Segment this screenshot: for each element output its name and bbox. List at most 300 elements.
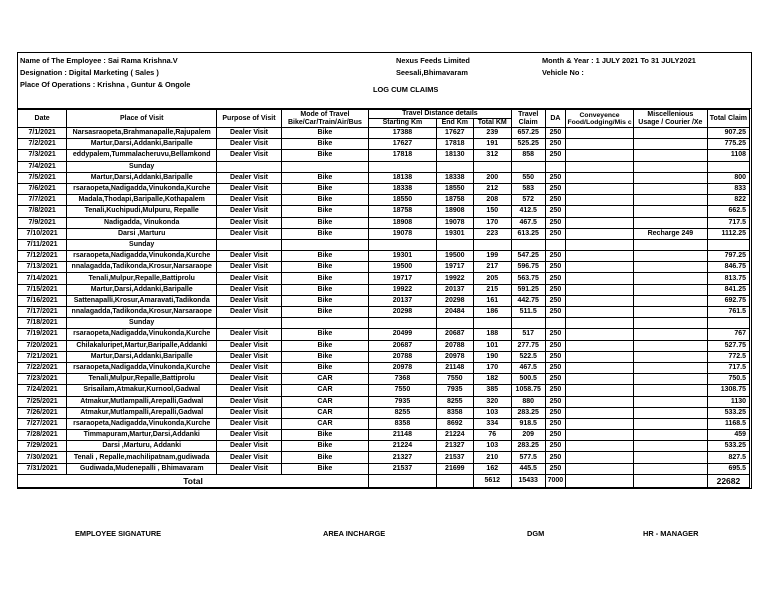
total-claim-cell: 827.5 [707,452,749,463]
total-km-cell: 217 [473,262,511,273]
mode-cell: Bike [281,139,368,150]
travel-claim-cell: 657.25 [511,128,545,139]
table-row [18,206,750,217]
start-km-cell [369,239,437,250]
start-km-cell: 7368 [369,374,437,385]
date-cell: 7/9/2021 [18,217,67,228]
purpose-cell: Dealer Visit [217,362,282,373]
total-km-cell: 190 [473,351,511,362]
da-cell: 250 [545,407,566,418]
col-mode-line1: Mode of Travel [300,110,350,118]
place-cell: Darsi ,Marturu [67,228,217,239]
mode-cell: CAR [281,418,368,429]
start-km-cell: 20298 [369,307,437,318]
table-row [18,418,750,429]
table-row [18,183,750,194]
purpose-cell: Dealer Visit [217,385,282,396]
conveyance-cell [566,362,634,373]
conveyance-cell [566,262,634,273]
total-km-cell: 150 [473,206,511,217]
table-row [18,463,750,474]
total-km-cell: 334 [473,418,511,429]
conveyance-cell [566,452,634,463]
company-location: Seesali,Bhimavaram [396,68,468,77]
place-cell: Sunday [67,161,217,172]
end-km-cell: 20978 [436,351,473,362]
mode-cell [281,239,368,250]
date-cell: 7/14/2021 [18,273,67,284]
travel-claim-cell [511,318,545,329]
purpose-cell [217,318,282,329]
totals-row [18,474,750,487]
travel-claim-cell: 277.75 [511,340,545,351]
conveyance-cell [566,307,634,318]
travel-claim-cell: 1058.75 [511,385,545,396]
totals-blank-conv [566,474,634,487]
place-cell: Atmakur,Mutlampalli,Arepalli,Gadwal [67,396,217,407]
date-cell: 7/30/2021 [18,452,67,463]
place-cell: Tenali,Mulpur,Repalle,Battiprolu [67,273,217,284]
travel-claim-cell: 522.5 [511,351,545,362]
da-cell: 250 [545,139,566,150]
purpose-cell: Dealer Visit [217,452,282,463]
month-year: Month & Year : 1 JULY 2021 To 31 JULY2021 [542,56,696,65]
end-km-cell: 21699 [436,463,473,474]
total-km-cell: 170 [473,217,511,228]
conveyance-cell [566,318,634,329]
end-km-cell: 17818 [436,139,473,150]
conveyance-cell [566,295,634,306]
date-cell: 7/12/2021 [18,251,67,262]
mode-cell: Bike [281,463,368,474]
travel-claim-cell: 283.25 [511,407,545,418]
total-claim-cell: 907.25 [707,128,749,139]
da-cell: 250 [545,206,566,217]
total-km-cell: 200 [473,172,511,183]
total-claim-cell: 1112.25 [707,228,749,239]
total-km-cell: 215 [473,284,511,295]
travel-claim-cell: 283.25 [511,441,545,452]
total-km-cell: 212 [473,183,511,194]
sheet-header [18,53,751,109]
date-cell: 7/5/2021 [18,172,67,183]
end-km-cell: 19500 [436,251,473,262]
table-row [18,284,750,295]
purpose-cell: Dealer Visit [217,273,282,284]
travel-claim-cell: 550 [511,172,545,183]
misc-cell [633,195,707,206]
total-claim-cell: 846.75 [707,262,749,273]
date-cell: 7/27/2021 [18,418,67,429]
end-km-cell: 7935 [436,385,473,396]
date-cell: 7/29/2021 [18,441,67,452]
date-cell: 7/18/2021 [18,318,67,329]
total-claim-cell: 533.25 [707,407,749,418]
misc-cell [633,273,707,284]
date-cell: 7/1/2021 [18,128,67,139]
start-km-cell: 19500 [369,262,437,273]
total-claim-cell: 527.75 [707,340,749,351]
total-km-cell: 188 [473,329,511,340]
total-claim-cell [707,161,749,172]
place-cell: Narsasraopeta,Brahmanapalle,Rajupalem [67,128,217,139]
travel-claim-cell: 583 [511,183,545,194]
purpose-cell: Dealer Visit [217,329,282,340]
totals-km: 5612 [473,474,511,487]
date-cell: 7/25/2021 [18,396,67,407]
mode-cell: Bike [281,295,368,306]
conveyance-cell [566,183,634,194]
col-end-km: End Km [436,119,473,128]
date-cell: 7/13/2021 [18,262,67,273]
place-cell: Martur,Darsi,Addanki,Baripalle [67,139,217,150]
misc-cell [633,206,707,217]
company-name: Nexus Feeds Limited [396,56,470,65]
purpose-cell: Dealer Visit [217,430,282,441]
place-cell: Martur,Darsi,Addanki,Baripalle [67,284,217,295]
travel-claim-cell: 412.5 [511,206,545,217]
purpose-cell: Dealer Visit [217,351,282,362]
purpose-cell: Dealer Visit [217,217,282,228]
mode-cell: Bike [281,206,368,217]
travel-claim-cell: 613.25 [511,228,545,239]
end-km-cell: 18758 [436,195,473,206]
date-cell: 7/8/2021 [18,206,67,217]
da-cell: 250 [545,228,566,239]
total-km-cell: 312 [473,150,511,161]
place-cell: rsaraopeta,Nadigadda,Vinukonda,Kurche [67,183,217,194]
conveyance-cell [566,329,634,340]
mode-cell: Bike [281,172,368,183]
conveyance-cell [566,407,634,418]
travel-claim-cell: 591.25 [511,284,545,295]
purpose-cell: Dealer Visit [217,441,282,452]
designation: Designation : Digital Marketing ( Sales ) [20,68,159,77]
start-km-cell: 19717 [369,273,437,284]
misc-cell [633,239,707,250]
da-cell: 250 [545,284,566,295]
misc-cell [633,463,707,474]
mode-cell: Bike [281,329,368,340]
mode-cell [281,318,368,329]
table-row [18,385,750,396]
totals-claim: 15433 [511,474,545,487]
col-start-km: Starting Km [369,119,437,128]
purpose-cell: Dealer Visit [217,150,282,161]
table-row [18,139,750,150]
totals-blank-end [436,474,473,487]
misc-cell [633,172,707,183]
total-km-cell: 162 [473,463,511,474]
place-cell: Madala,Thodapi,Baripalle,Kothapalem [67,195,217,206]
table-row [18,128,750,139]
da-cell: 250 [545,374,566,385]
misc-cell [633,217,707,228]
da-cell: 250 [545,195,566,206]
total-claim-cell: 695.5 [707,463,749,474]
travel-claim-cell: 517 [511,329,545,340]
table-row [18,262,750,273]
places-of-operation: Place Of Operations : Krishna , Guntur & Ongole [20,80,191,89]
purpose-cell: Dealer Visit [217,228,282,239]
start-km-cell: 8255 [369,407,437,418]
total-km-cell: 223 [473,228,511,239]
table-row [18,441,750,452]
start-km-cell: 17818 [369,150,437,161]
purpose-cell: Dealer Visit [217,251,282,262]
total-claim-cell: 800 [707,172,749,183]
end-km-cell: 18338 [436,172,473,183]
table-row [18,307,750,318]
end-km-cell: 20484 [436,307,473,318]
start-km-cell: 19078 [369,228,437,239]
conveyance-cell [566,217,634,228]
total-km-cell: 103 [473,441,511,452]
place-cell: Darsi ,Marturu, Addanki [67,441,217,452]
da-cell: 250 [545,396,566,407]
date-cell: 7/23/2021 [18,374,67,385]
date-cell: 7/10/2021 [18,228,67,239]
table-row [18,452,750,463]
misc-cell [633,150,707,161]
table-row [18,228,750,239]
total-km-cell: 101 [473,340,511,351]
da-cell: 250 [545,150,566,161]
da-cell: 250 [545,385,566,396]
date-cell: 7/11/2021 [18,239,67,250]
col-misc-line1: Miscellenious [647,110,694,118]
col-da: DA [545,110,566,128]
travel-claim-cell: 442.75 [511,295,545,306]
conveyance-cell [566,441,634,452]
start-km-cell: 19301 [369,251,437,262]
total-km-cell: 186 [473,307,511,318]
date-cell: 7/21/2021 [18,351,67,362]
place-cell: rsaraopeta,Nadigadda,Vinukonda,Kurche [67,362,217,373]
purpose-cell: Dealer Visit [217,295,282,306]
place-cell: Sattenapalli,Krosur,Amaravati,Tadikonda [67,295,217,306]
total-claim-cell: 767 [707,329,749,340]
mode-cell: Bike [281,362,368,373]
claims-table [17,109,750,488]
conveyance-cell [566,463,634,474]
misc-cell: Recharge 249 [633,228,707,239]
start-km-cell: 19922 [369,284,437,295]
da-cell: 250 [545,463,566,474]
end-km-cell: 20687 [436,329,473,340]
end-km-cell [436,161,473,172]
col-misc-line2: Usage / Courier /Xe [638,118,703,126]
mode-cell: Bike [281,195,368,206]
conveyance-cell [566,128,634,139]
date-cell: 7/2/2021 [18,139,67,150]
date-cell: 7/24/2021 [18,385,67,396]
end-km-cell: 21327 [436,441,473,452]
col-purpose: Purpose of Visit [217,110,282,128]
purpose-cell: Dealer Visit [217,463,282,474]
purpose-cell: Dealer Visit [217,139,282,150]
da-cell: 250 [545,217,566,228]
mode-cell: Bike [281,452,368,463]
totals-total: 22682 [707,474,749,487]
end-km-cell: 20788 [436,340,473,351]
end-km-cell: 20298 [436,295,473,306]
place-cell: Chilakaluripet,Martur,Baripalle,Addanki [67,340,217,351]
col-misc [633,110,707,128]
place-cell: nnalagadda,Tadikonda,Krosur,Narsaraope [67,307,217,318]
end-km-cell [436,239,473,250]
travel-claim-cell: 445.5 [511,463,545,474]
misc-cell [633,418,707,429]
da-cell [545,318,566,329]
total-km-cell [473,161,511,172]
mode-cell: Bike [281,228,368,239]
da-cell: 250 [545,430,566,441]
mode-cell: Bike [281,128,368,139]
mode-cell: Bike [281,262,368,273]
date-cell: 7/16/2021 [18,295,67,306]
end-km-cell: 8358 [436,407,473,418]
conveyance-cell [566,206,634,217]
table-row [18,295,750,306]
employee-signature: EMPLOYEE SIGNATURE [75,529,162,538]
start-km-cell: 20788 [369,351,437,362]
date-cell: 7/7/2021 [18,195,67,206]
travel-claim-cell: 467.5 [511,362,545,373]
travel-claim-cell: 500.5 [511,374,545,385]
date-cell: 7/26/2021 [18,407,67,418]
purpose-cell: Dealer Visit [217,396,282,407]
conveyance-cell [566,374,634,385]
conveyance-cell [566,430,634,441]
employee-name: Name of The Employee : Sai Rama Krishna.V [20,56,178,65]
place-cell: rsaraopeta,Nadigadda,Vinukonda,Kurche [67,418,217,429]
conveyance-cell [566,340,634,351]
conveyance-cell [566,351,634,362]
end-km-cell: 19301 [436,228,473,239]
travel-claim-cell: 525.25 [511,139,545,150]
date-cell: 7/4/2021 [18,161,67,172]
da-cell: 250 [545,307,566,318]
table-row [18,217,750,228]
travel-claim-cell: 563.75 [511,273,545,284]
totals-da: 7000 [545,474,566,487]
total-km-cell: 239 [473,128,511,139]
conveyance-cell [566,139,634,150]
conveyance-cell [566,150,634,161]
hr-manager-signature: HR - MANAGER [643,529,699,538]
purpose-cell [217,161,282,172]
total-km-cell: 320 [473,396,511,407]
mode-cell [281,161,368,172]
place-cell: Atmakur,Mutlampalli,Arepalli,Gadwal [67,407,217,418]
col-mode-line2: Bike/Car/Train/Air/Bus [287,118,362,126]
end-km-cell: 18908 [436,206,473,217]
mode-cell: Bike [281,307,368,318]
table-row [18,407,750,418]
mode-cell: CAR [281,407,368,418]
total-claim-cell: 833 [707,183,749,194]
place-cell: rsaraopeta,Nadigadda,Vinukonda,Kurche [67,251,217,262]
totals-blank-misc [633,474,707,487]
total-km-cell [473,318,511,329]
mode-cell: Bike [281,351,368,362]
misc-cell [633,407,707,418]
start-km-cell: 20499 [369,329,437,340]
start-km-cell: 18908 [369,217,437,228]
travel-claim-cell: 467.5 [511,217,545,228]
end-km-cell: 18550 [436,183,473,194]
da-cell: 250 [545,329,566,340]
start-km-cell: 7550 [369,385,437,396]
total-km-cell: 385 [473,385,511,396]
da-cell: 250 [545,441,566,452]
total-claim-cell: 717.5 [707,362,749,373]
misc-cell [633,441,707,452]
total-claim-cell: 692.75 [707,295,749,306]
misc-cell [633,128,707,139]
misc-cell [633,295,707,306]
purpose-cell: Dealer Visit [217,128,282,139]
table-row [18,172,750,183]
mode-cell: Bike [281,340,368,351]
table-row [18,351,750,362]
da-cell: 250 [545,362,566,373]
dgm-signature: DGM [527,529,545,538]
start-km-cell: 18758 [369,206,437,217]
place-cell: Tenali,Kuchipudi,Mulpuru, Repalle [67,206,217,217]
total-claim-cell: 797.25 [707,251,749,262]
total-claim-cell: 775.25 [707,139,749,150]
travel-claim-cell [511,161,545,172]
da-cell: 250 [545,418,566,429]
start-km-cell: 18338 [369,183,437,194]
travel-claim-cell: 511.5 [511,307,545,318]
travel-claim-cell: 880 [511,396,545,407]
conveyance-cell [566,284,634,295]
end-km-cell: 20137 [436,284,473,295]
end-km-cell: 21224 [436,430,473,441]
misc-cell [633,340,707,351]
end-km-cell: 8255 [436,396,473,407]
start-km-cell [369,161,437,172]
date-cell: 7/15/2021 [18,284,67,295]
header-row-1 [18,110,750,119]
conveyance-cell [566,172,634,183]
total-claim-cell [707,318,749,329]
table-row [18,318,750,329]
place-cell: eddypalem,Tummalacheruvu,Bellamkond [67,150,217,161]
total-claim-cell: 533.25 [707,441,749,452]
start-km-cell: 7935 [369,396,437,407]
place-cell: nnalagadda,Tadikonda,Krosur,Narsaraope [67,262,217,273]
purpose-cell: Dealer Visit [217,206,282,217]
purpose-cell: Dealer Visit [217,374,282,385]
da-cell: 250 [545,251,566,262]
total-claim-cell: 841.25 [707,284,749,295]
col-conveyance: Conveyence Food/Lodging/Mis c [567,111,632,126]
area-incharge-signature: AREA INCHARGE [323,529,386,538]
purpose-cell: Dealer Visit [217,183,282,194]
mode-cell: CAR [281,396,368,407]
total-claim-cell [707,239,749,250]
total-km-cell: 76 [473,430,511,441]
total-km-cell: 161 [473,295,511,306]
misc-cell [633,396,707,407]
date-cell: 7/6/2021 [18,183,67,194]
end-km-cell: 19922 [436,273,473,284]
date-cell: 7/3/2021 [18,150,67,161]
